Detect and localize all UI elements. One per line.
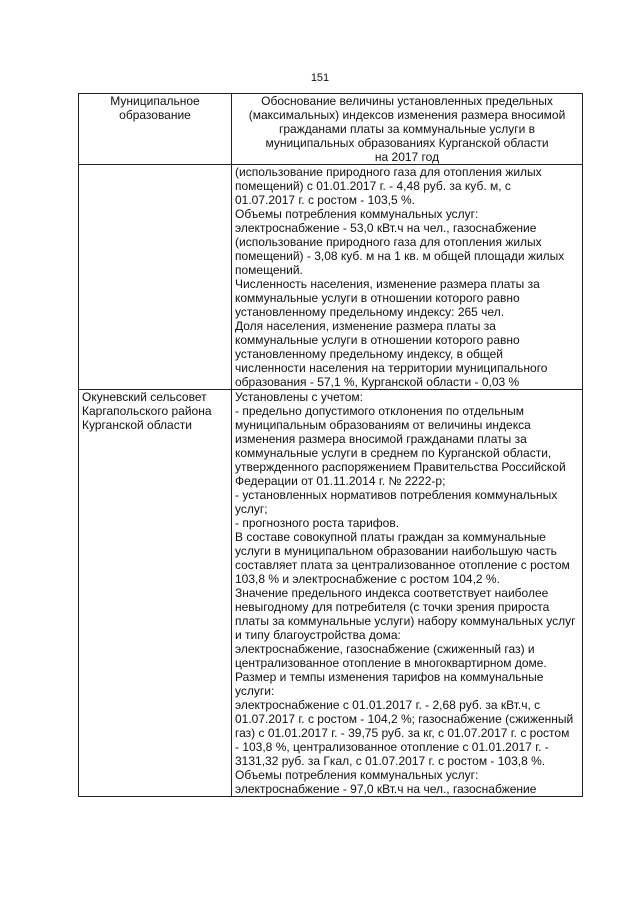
municipality-name-line: Курганской области [82,418,192,432]
text-line: невыгодному для потребителя (с точки зрения прироста [235,600,550,614]
text-line: коммунальные услуги в отношении которого равно [235,291,520,305]
text-line: - 103,8 %, централизованное отопление с 01.01.2017 г. - [235,740,549,754]
text-line: Доля населения, изменение размера платы за [235,319,496,333]
text-line: 103,8 % и электроснабжение с ростом 104,2 %. [235,572,500,586]
tariff-index-table [78,93,583,797]
text-line: численности населения на территории муниципального [235,361,548,375]
table-row [79,390,583,797]
text-line: централизованное отопление в многоквартирном доме. [235,656,547,670]
text-line: Размер и темпы изменения тарифов на коммунальные [235,670,544,684]
text-line: газ) с 01.01.2017 г. - 39,75 руб. за кг, с 01.07.2017 г. с ростом [235,726,570,740]
header-text-line: гражданами платы за коммунальные услуги в [278,122,536,136]
text-line: услуги в муниципальном образовании наибольшую часть [235,544,557,558]
text-line: утвержденного распоряжением Правительства Российской [235,460,566,474]
header-text-line: (максимальных) индексов изменения размера вносимой [248,108,566,122]
text-line: услуги: [235,684,275,698]
text-line: В составе совокупной платы граждан за коммунальные [235,530,546,544]
text-line: помещений. [235,263,303,277]
text-line: установленному предельному индексу: 265 чел. [235,305,505,319]
text-line: коммунальные услуги в среднем по Курганской области, [235,446,552,460]
text-line: 01.07.2017 г. с ростом - 103,5 %. [235,193,415,207]
text-line: Федерации от 01.11.2014 г. № 2222-р; [235,474,446,488]
text-line: электроснабжение с 01.01.2017 г. - 2,68 руб. за кВт.ч, с [235,698,541,712]
text-line: электроснабжение - 97,0 кВт.ч на чел., газоснабжение [235,782,537,796]
text-line: изменения размера вносимой гражданами платы за [235,432,527,446]
header-text-line: на 2017 год [374,150,440,164]
text-line: Объемы потребления коммунальных услуг: [235,207,479,221]
municipality-name-line: Окуневский сельсовет [82,390,207,404]
text-line: - прогнозного роста тарифов. [235,516,400,530]
text-line: образования - 57,1 %, Курганской области - 0,03 % [235,375,520,389]
text-line: - предельно допустимого отклонения по отдельным [235,404,524,418]
header-municipality-cell [79,94,232,165]
text-line: - установленных нормативов потребления коммунальных [235,488,558,502]
header-text-line: Муниципальное [110,94,200,108]
text-line: и типу благоустройства дома: [235,628,401,642]
header-text-line: образование [119,108,191,122]
header-text-line: Обоснование величины установленных предельных [261,94,553,108]
justification-cell [232,165,583,390]
text-line: муниципальным образованиям от величины индекса [235,418,531,432]
table-row [79,165,583,390]
page-number: 151 [310,72,330,84]
text-line: платы за коммунальные услуги) набору коммунальных услуг [235,614,576,628]
municipality-cell [79,165,232,390]
text-line: помещений) - 3,08 куб. м на 1 кв. м общей площади жилых [235,249,565,263]
text-line: (использование природного газа для отопления жилых [235,165,542,179]
text-line: 3131,32 руб. за Гкал, с 01.07.2017 г. с ростом - 103,8 %. [235,754,546,768]
text-line: Численность населения, изменение размера платы за [235,277,540,291]
text-line: услуг; [235,502,268,516]
table-header-row [79,94,583,165]
header-text-line: муниципальных образованиях Курганской области [265,136,549,150]
justification-cell [232,390,583,797]
text-line: установленному предельному индексу, в общей [235,347,503,361]
text-line: Объемы потребления коммунальных услуг: [235,768,479,782]
text-line: коммунальные услуги в отношении которого равно [235,333,520,347]
municipality-name-line: Каргапольского района [82,404,212,418]
text-line: (использование природного газа для отопления жилых [235,235,542,249]
text-line: 01.07.2017 г. с ростом - 104,2 %; газоснабжение (сжиженный [235,712,574,726]
text-line: электроснабжение, газоснабжение (сжиженный газ) и [235,642,535,656]
header-justification-cell [232,94,583,165]
text-line: Установлены с учетом: [235,390,363,404]
text-line: электроснабжение - 53,0 кВт.ч на чел., газоснабжение [235,221,537,235]
text-line: составляет плата за централизованное отопление с ростом [235,558,570,572]
text-line: Значение предельного индекса соответствует наиболее [235,586,549,600]
municipality-cell [79,390,232,797]
text-line: помещений) с 01.01.2017 г. - 4,48 руб. за куб. м, с [235,179,511,193]
